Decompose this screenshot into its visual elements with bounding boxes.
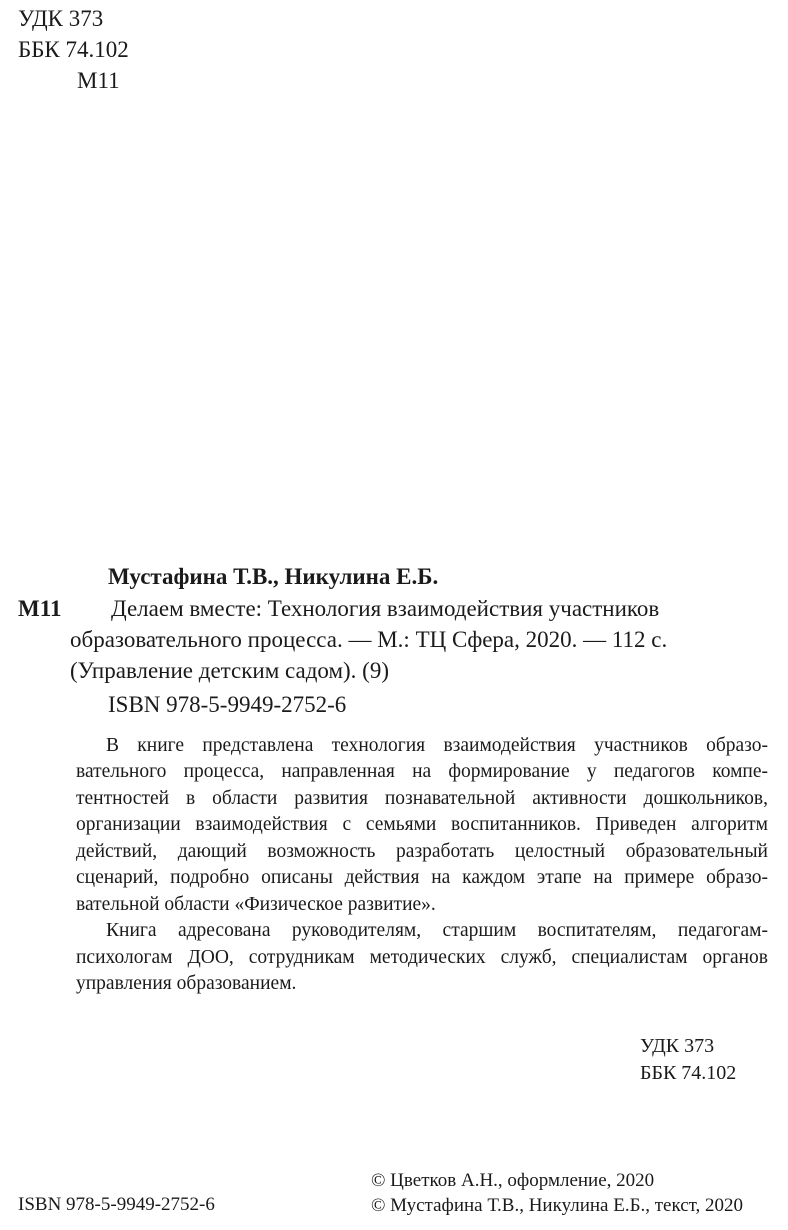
annotation-line: сценарий, подробно описаны действия на каждом этапе на примере образо- <box>76 867 768 888</box>
annotation-line: организации взаимодействия с семьями воспитанников. Приведен алгоритм <box>76 814 768 835</box>
annotation-line: вательной области «Физическое развитие». <box>76 894 436 915</box>
annotation-line: управления образованием. <box>76 973 297 994</box>
catalog-author-mark: М11 <box>18 596 62 621</box>
bbk-code-top: ББК 74.102 <box>18 37 129 62</box>
annotation-line: действий, дающий возможность разработать целостный образовательный <box>76 841 768 862</box>
footer-isbn: ISBN 978-5-9949-2752-6 <box>18 1194 215 1215</box>
copyright-design: © Цветков А.Н., оформление, 2020 <box>371 1170 655 1191</box>
author-mark-top: М11 <box>77 68 120 93</box>
copyright-text: © Мустафина Т.В., Никулина Е.Б., текст, 2020 <box>371 1195 744 1216</box>
annotation-line: тентностей в области развития познавательной активности дошкольников, <box>76 788 768 809</box>
annotation-line: В книге представлена технология взаимодействия участников образо- <box>106 735 768 756</box>
catalog-title-line-3: (Управление детским садом). (9) <box>70 658 389 683</box>
catalog-isbn: ISBN 978-5-9949-2752-6 <box>108 692 347 717</box>
annotation-line: вательного процесса, направленная на формирование у педагогов компе- <box>76 761 768 782</box>
annotation-line: Книга адресована руководителям, старшим воспитателям, педагогам- <box>106 920 768 941</box>
catalog-title-line-2: образовательного процесса. — М.: ТЦ Сфера, 2020. — 112 с. <box>70 627 668 652</box>
udk-code-top: УДК 373 <box>18 6 104 31</box>
annotation-line: психологам ДОО, сотрудникам методических служб, специалистам органов <box>76 947 768 968</box>
bbk-code-bottom: ББК 74.102 <box>640 1062 737 1084</box>
catalog-title-line-1: Делаем вместе: Технология взаимодействия участников <box>111 596 660 621</box>
catalog-authors: Мустафина Т.В., Никулина Е.Б. <box>108 564 439 589</box>
udk-code-bottom: УДК 373 <box>640 1035 715 1057</box>
